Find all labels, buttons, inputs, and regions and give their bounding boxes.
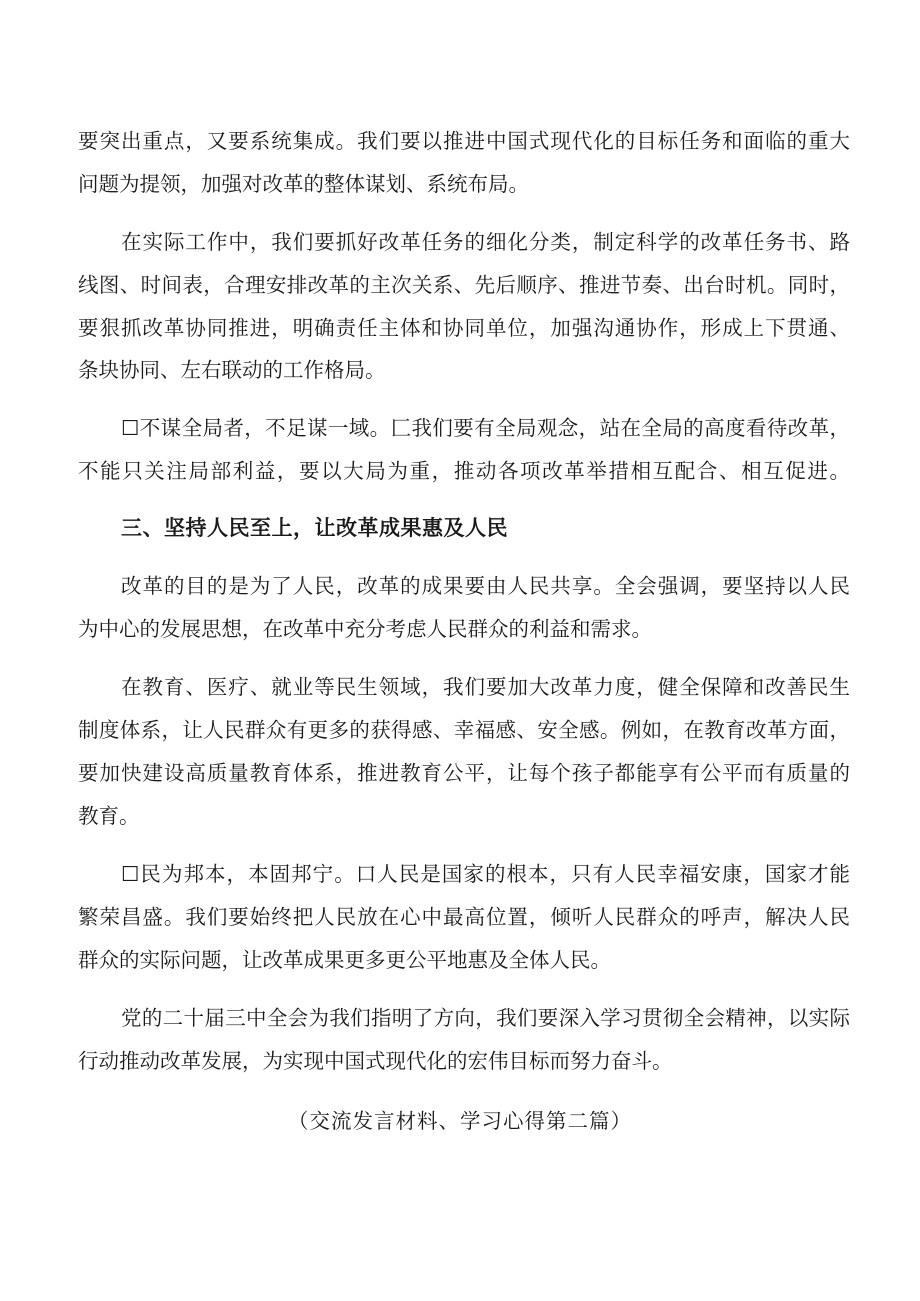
text-line: ☐不谋全局者，不足谋一域。匚我们要有全局观念，站在全局的高度看待改革， — [121, 416, 850, 440]
text-line: 在实际工作中，我们要抓好改革任务的细化分类，制定科学的改革任务书、路 — [121, 230, 850, 254]
text-line: 行动推动改革发展，为实现中国式现代化的宏伟目标而努力奋斗。 — [78, 1049, 673, 1073]
text-line: 改革的目的是为了人民，改革的成果要由人民共享。全会强调，要坚持以人民 — [121, 574, 850, 598]
article-caption: （交流发言材料、学习心得第二篇） — [288, 1109, 632, 1133]
text-line: 条块协同、左右联动的工作格局。 — [78, 358, 386, 382]
text-line: 线图、时间表，合理安排改革的主次关系、先后顺序、推进节奏、出台时机。同时， — [78, 273, 850, 297]
text-line: ☐民为邦本，本固邦宁。口人民是国家的根本，只有人民幸福安康，国家才能 — [121, 862, 850, 886]
text-line: 繁荣昌盛。我们要始终把人民放在心中最高位置，倾听人民群众的呼声，解决人民 — [78, 905, 850, 929]
text-line: 问题为提领，加强对改革的整体谋划、系统布局。 — [78, 172, 529, 196]
text-line: 为中心的发展思想，在改革中充分考虑人民群众的利益和需求。 — [78, 617, 652, 641]
text-line: 要突出重点，又要系统集成。我们要以推进中国式现代化的目标任务和面临的重大 — [78, 129, 850, 153]
text-line: 群众的实际问题，让改革成果更多更公平地惠及全体人民。 — [78, 948, 611, 972]
text-line: 在教育、医疗、就业等民生领域，我们要加大改革力度，健全保障和改善民生 — [121, 675, 850, 699]
text-line: 不能只关注局部利益，要以大局为重，推动各项改革举措相互配合、相互促进。 — [78, 459, 850, 483]
text-line: 制度体系，让人民群众有更多的获得感、幸福感、安全感。例如，在教育改革方面， — [78, 718, 850, 742]
section-heading: 三、坚持人民至上，让改革成果惠及人民 — [121, 516, 508, 540]
text-line: 要狠抓改革协同推进，明确责任主体和协同单位，加强沟通协作，形成上下贯通、 — [78, 316, 850, 340]
text-line: 要加快建设高质量教育体系，推进教育公平，让每个孩子都能享有公平而有质量的 — [78, 761, 850, 785]
text-line: 党的二十届三中全会为我们指明了方向，我们要深入学习贯彻全会精神，以实际 — [121, 1006, 850, 1030]
text-line: 教育。 — [78, 804, 140, 828]
